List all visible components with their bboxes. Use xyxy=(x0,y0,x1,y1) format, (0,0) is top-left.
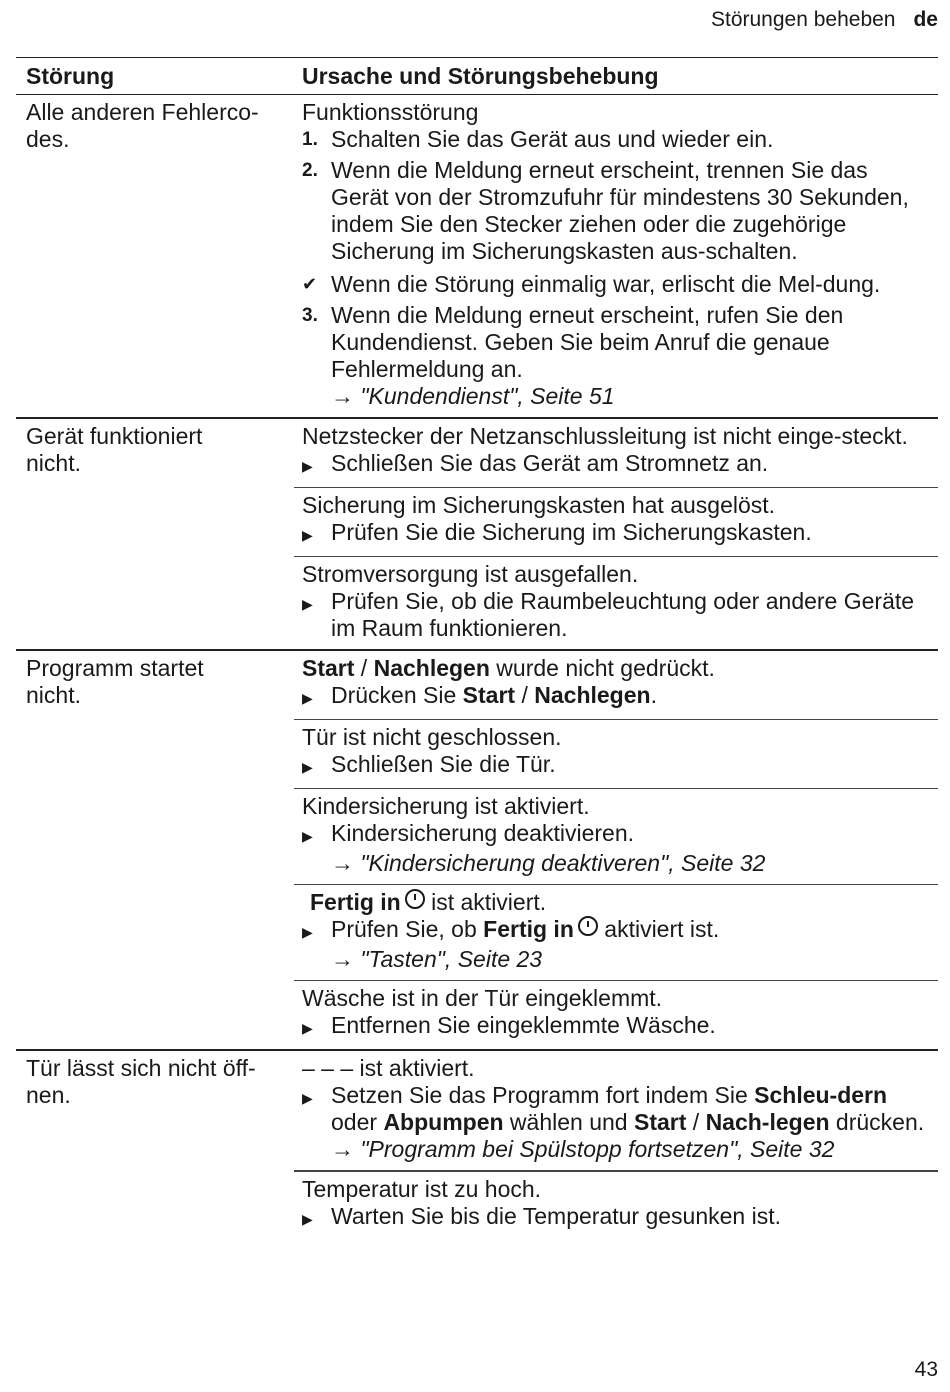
cause-cell: Kindersicherung ist aktiviert. ▶ Kindersicherung deaktivieren. → "Kindersicherung deaktiveren", Seite 32 xyxy=(294,789,938,885)
step-item: 1. Schalten Sie das Gerät aus und wieder ein. xyxy=(302,126,774,152)
page-number: 43 xyxy=(914,1358,938,1381)
section-title: Störungen beheben xyxy=(710,8,896,31)
checkmark-icon: ✔ xyxy=(302,274,318,294)
fault-cell: Alle anderen Fehlerco- des. xyxy=(26,99,259,152)
column-header-fault: Störung xyxy=(26,62,115,89)
bullet-triangle-icon: ▶ xyxy=(302,828,313,844)
fault-cell: Tür lässt sich nicht öff- nen. xyxy=(26,1055,256,1108)
fault-cell: Programm startet nicht. xyxy=(26,655,204,708)
bullet-triangle-icon: ▶ xyxy=(302,596,313,612)
cause-cell: Stromversorgung ist ausgefallen. ▶ Prüfen Sie, ob die Raumbeleuchtung oder andere Geräte im Raum funktionieren. xyxy=(302,561,915,641)
table-row xyxy=(16,651,938,1051)
bullet-triangle-icon: ▶ xyxy=(302,527,313,543)
bullet-triangle-icon: ▶ xyxy=(302,690,313,706)
table-row xyxy=(16,95,938,419)
bullet-triangle-icon: ▶ xyxy=(302,458,313,474)
bullet-triangle-icon: ▶ xyxy=(302,759,313,775)
table-header xyxy=(16,58,938,95)
cross-reference-link[interactable]: → "Kindersicherung deaktiveren", Seite 32 xyxy=(331,850,766,876)
bullet-triangle-icon: ▶ xyxy=(302,1211,313,1227)
troubleshooting-table xyxy=(16,57,938,1240)
table-row xyxy=(16,1051,938,1240)
cause-cell xyxy=(294,95,938,417)
cross-reference-link[interactable]: → "Programm bei Spülstopp fortsetzen", Seite 32 xyxy=(331,1136,835,1162)
cross-reference-link[interactable]: → "Kundendienst", Seite 51 xyxy=(331,383,615,409)
cross-reference-link[interactable]: → "Tasten", Seite 23 xyxy=(331,946,543,972)
result-item: ✔ Wenn die Störung einmalig war, erlischt die Mel-dung. xyxy=(302,271,881,297)
cause-cell: Fertig in ist aktiviert. ▶ Prüfen Sie, ob Fertig in aktiviert ist. → "Tasten", Seite 23 xyxy=(294,885,938,981)
bullet-triangle-icon: ▶ xyxy=(302,1090,313,1106)
cause-cell: Temperatur ist zu hoch. ▶ Warten Sie bis die Temperatur gesunken ist. xyxy=(294,1171,938,1240)
cause-text: Funktionsstörung xyxy=(302,99,479,125)
bullet-triangle-icon: ▶ xyxy=(302,924,313,940)
table-row xyxy=(16,419,938,651)
step-item: 2. Wenn die Meldung erneut erscheint, trennen Sie das Gerät von der Stromzufuhr für mindestens 30 Sekunden, indem Sie den Stecker ziehen oder die zugehörige Sicherung im Sicherungskasten aus-schalten. xyxy=(302,157,909,264)
language-tag: de xyxy=(913,8,938,31)
timer-icon xyxy=(578,916,598,936)
cause-cell: Tür ist nicht geschlossen. ▶ Schließen Sie die Tür. xyxy=(294,720,938,789)
fault-cell: Gerät funktioniert nicht. xyxy=(26,423,203,476)
cause-cell: Sicherung im Sicherungskasten hat ausgelöst. ▶ Prüfen Sie die Sicherung im Sicherungskasten. xyxy=(294,488,938,557)
cause-cell: Start / Nachlegen wurde nicht gedrückt. ▶ Drücken Sie Start / Nachlegen. xyxy=(294,651,938,720)
cause-cell: Wäsche ist in der Tür eingeklemmt. ▶ Entfernen Sie eingeklemmte Wäsche. xyxy=(294,981,938,1049)
bullet-triangle-icon: ▶ xyxy=(302,1020,313,1036)
column-header-cause: Ursache und Störungsbehebung xyxy=(302,62,659,89)
cause-cell: Netzstecker der Netzanschlussleitung ist nicht einge-steckt. ▶ Schließen Sie das Gerät am Stromnetz an. xyxy=(294,419,938,488)
running-header xyxy=(711,8,938,32)
step-item: 3. Wenn die Meldung erneut erscheint, rufen Sie den Kundendienst. Geben Sie beim Anruf die genaue Fehlermeldung an. xyxy=(302,302,844,382)
cause-cell: – – – ist aktiviert. ▶ Setzen Sie das Programm fort indem Sie Schleu-dern oder Abpumpen wählen und Start / Nach-legen drücken. → "Programm bei Spülstopp fortsetzen", Seite 32 xyxy=(294,1051,938,1171)
timer-icon xyxy=(405,889,425,909)
